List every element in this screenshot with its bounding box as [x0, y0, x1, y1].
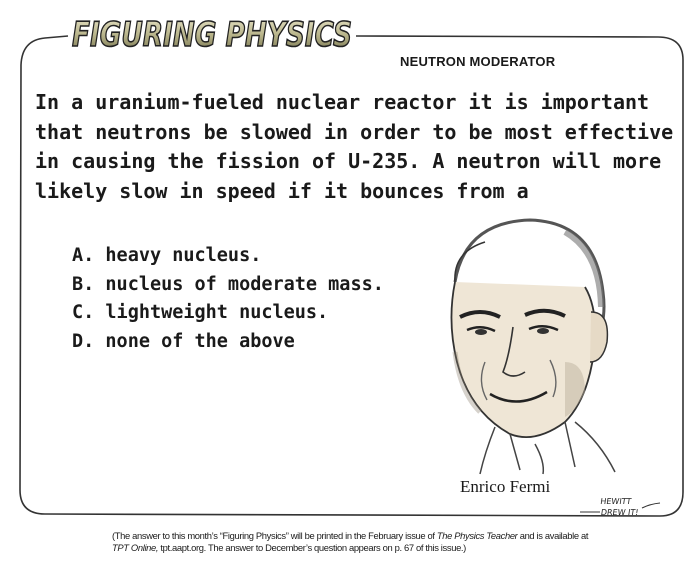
svg-text:HEWITT: HEWITT — [599, 497, 632, 506]
footer-line-1: (The answer to this month’s “Figuring Physics” will be printed in the February issue of The Physics Teacher and is available at — [112, 530, 589, 541]
option-b: B. nucleus of moderate mass. — [72, 273, 384, 295]
artist-signature — [580, 490, 660, 522]
journal-name: The Physics Teacher — [436, 530, 518, 541]
question-line: likely slow in speed if it bounces from a — [35, 178, 529, 203]
tpt-online: TPT Online, — [112, 542, 159, 553]
puzzle-title: NEUTRON MODERATOR — [400, 54, 556, 69]
question-line: In a uranium-fueled nuclear reactor it is important — [35, 90, 650, 114]
svg-text:DREW IT!: DREW IT! — [600, 508, 640, 517]
question-line: that neutrons be slowed in order to be most effective — [35, 119, 674, 144]
figuring-physics-logo — [68, 8, 358, 56]
question-text — [35, 88, 673, 206]
option-c: C. lightweight nucleus. — [72, 302, 329, 324]
answer-options — [72, 242, 384, 357]
portrait-caption: Enrico Fermi — [460, 477, 551, 496]
svg-text:FIGURING PHYSICS: FIGURING PHYSICS — [72, 15, 352, 55]
option-a: A. heavy nucleus. — [72, 245, 262, 266]
enrico-fermi-portrait — [425, 212, 620, 477]
question-line: in causing the fission of U-235. A neutron will more — [35, 149, 662, 173]
footer-line-2: TPT Online, tpt.aapt.org. The answer to December’s question appears on p. 67 of this issue.) — [112, 542, 466, 553]
footer-note — [112, 530, 588, 554]
option-d: D. none of the above — [72, 331, 295, 353]
